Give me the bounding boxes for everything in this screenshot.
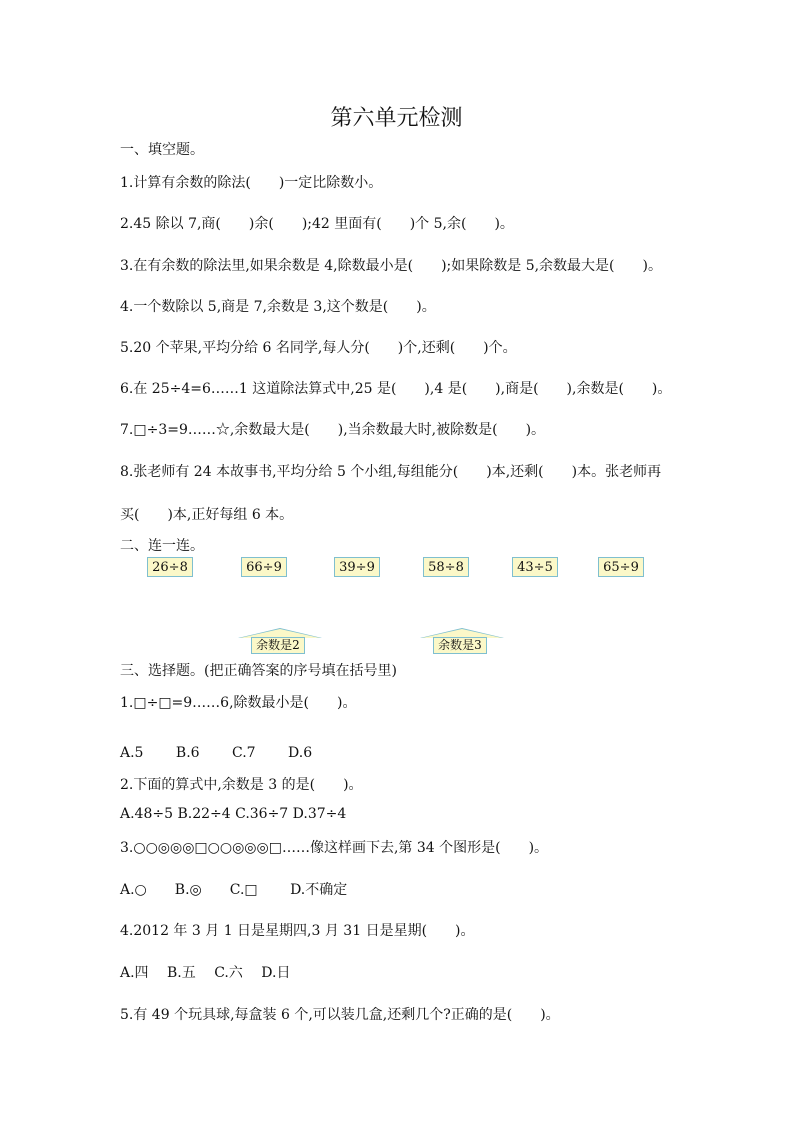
- remainder-house[interactable]: [238, 628, 322, 654]
- question-3-1-options: A.5 B.6 C.7 D.6: [120, 745, 313, 761]
- house-label: 余数是2: [251, 637, 305, 654]
- remainder-house[interactable]: [420, 628, 504, 654]
- question-1-5: 5.20 个苹果,平均分给 6 名同学,每人分( )个,还剩( )个。: [120, 340, 517, 356]
- question-1-7: 7.□÷3=9……☆,余数最大是( ),当余数最大时,被除数是( )。: [120, 422, 546, 438]
- question-3-2-options: A.48÷5 B.22÷4 C.36÷7 D.37÷4: [120, 806, 347, 822]
- section-heading-choice: 三、选择题。(把正确答案的序号填在括号里): [120, 663, 397, 679]
- question-3-4-options: A.四 B.五 C.六 D.日: [120, 965, 291, 981]
- question-3-3-options: A.○ B.◎ C.□ D.不确定: [120, 882, 348, 898]
- match-card[interactable]: 26÷8: [147, 557, 193, 577]
- match-card[interactable]: 66÷9: [241, 557, 287, 577]
- section-heading-matching: 二、连一连。: [120, 538, 204, 554]
- question-1-8-line-1: 8.张老师有 24 本故事书,平均分给 5 个小组,每组能分( )本,还剩( )本。张老师再: [120, 464, 662, 480]
- house-label: 余数是3: [433, 637, 487, 654]
- match-card[interactable]: 58÷8: [423, 557, 469, 577]
- match-card[interactable]: 39÷9: [334, 557, 380, 577]
- section-heading-fill-blank: 一、填空题。: [120, 142, 204, 158]
- question-3-3: 3.○○◎◎◎□○○◎◎◎□……像这样画下去,第 34 个图形是( )。: [120, 840, 549, 856]
- question-3-2: 2.下面的算式中,余数是 3 的是( )。: [120, 777, 363, 793]
- question-1-6: 6.在 25÷4=6……1 这道除法算式中,25 是( ),4 是( ),商是( ),余数是( )。: [120, 381, 672, 397]
- question-1-2: 2.45 除以 7,商( )余( );42 里面有( )个 5,余( )。: [120, 216, 514, 232]
- question-3-4: 4.2012 年 3 月 1 日是星期四,3 月 31 日是星期( )。: [120, 923, 475, 939]
- question-1-3: 3.在有余数的除法里,如果余数是 4,除数最小是( );如果除数是 5,余数最大是( )。: [120, 258, 662, 274]
- question-3-5: 5.有 49 个玩具球,每盒装 6 个,可以装几盒,还剩几个?正确的是( )。: [120, 1007, 560, 1023]
- question-1-8-line-2: 买( )本,正好每组 6 本。: [120, 507, 294, 523]
- question-3-1: 1.□÷□=9……6,除数最小是( )。: [120, 695, 357, 711]
- question-1-1: 1.计算有余数的除法( )一定比除数小。: [120, 175, 383, 191]
- page-title: 第六单元检测: [330, 106, 463, 131]
- match-card[interactable]: 65÷9: [598, 557, 644, 577]
- match-card[interactable]: 43÷5: [512, 557, 558, 577]
- question-1-4: 4.一个数除以 5,商是 7,余数是 3,这个数是( )。: [120, 299, 436, 315]
